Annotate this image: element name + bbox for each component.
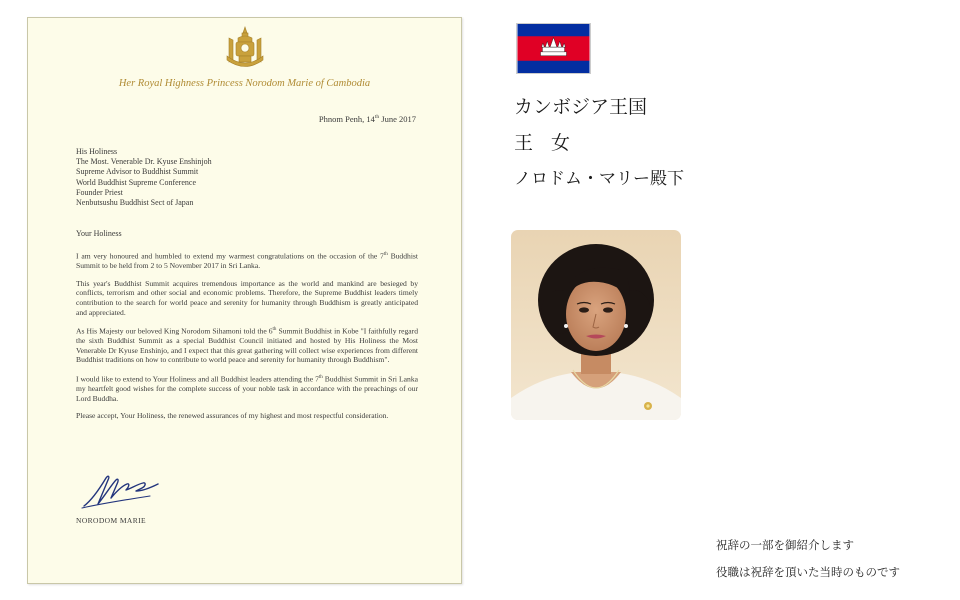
paragraph-2: This year's Buddhist Summit acquires tremendous importance as the world and mankind are besieged by conflicts, terrorism and other social and economic problems. Therefore, the Supreme Buddhist leaders timely contribution to the search for world peace and serenity for humanity through Buddhism is greatly anticipated and appreciated. <box>76 278 418 317</box>
paragraph-3: As His Majesty our beloved King Norodom Sihamoni told the 6th Summit Buddhist in Kobe "I faithfully regard the sixth Buddhist Summit as a special Buddhist Council initiated and hosted by His Holiness the Most Venerable Dr Kyuse Enshinjo, and I expect that this great gathering will collect wise experiences from different Buddhist traditions on how to contribute to world peace and serenity for humanity through Buddhism". <box>76 326 418 365</box>
paragraph-4: I would like to extend to Your Holiness and all Buddhist leaders attending the 7th Buddhist Summit in Sri Lanka my heartfelt good wishes for the complete success of your noble task in accordance with the preachings of our Lord Buddha. <box>76 374 418 403</box>
letter-document <box>27 17 462 584</box>
cambodia-flag-icon <box>516 23 591 74</box>
recipient-line: Nenbutsushu Buddhist Sect of Japan <box>76 198 194 208</box>
signature-icon <box>80 470 162 512</box>
recipient-line: World Buddhist Supreme Conference <box>76 177 196 187</box>
royal-crest-icon <box>221 26 269 74</box>
recipient-line: Supreme Advisor to Buddhist Summit <box>76 167 199 177</box>
recipient-line: Founder Priest <box>76 187 123 197</box>
letter-header-title: Her Royal Highness Princess Norodom Marie of Cambodia <box>118 78 371 89</box>
portrait-photo <box>511 230 681 420</box>
paragraph-1: I am very honoured and humbled to extend my warmest congratulations on the occasion of the 7th Buddhist Summit to be held from 2 to 5 November 2017 in Sri Lanka. <box>76 251 418 271</box>
person-name: ノロドム・マリー殿下 <box>514 169 684 189</box>
recipient-line: The Most. Venerable Dr. Kyuse Enshinjoh <box>76 157 212 167</box>
paragraph-5: Please accept, Your Holiness, the renewed assurances of my highest and most respectful consideration. <box>76 411 389 421</box>
portrait-image <box>511 230 681 420</box>
royal-title: 王女 <box>514 132 589 154</box>
note-titles: 役職は祝辞を頂いた当時のものです <box>716 565 900 579</box>
note-excerpt: 祝辞の一部を御紹介します <box>716 538 854 552</box>
recipient-line: His Holiness <box>76 147 118 156</box>
recipient-block <box>76 147 212 208</box>
signer-name: NORODOM MARIE <box>76 516 146 525</box>
salutation: Your Holiness <box>76 229 122 238</box>
letter-body <box>76 250 418 429</box>
letter-date: Phnom Penh, 14th June 2017 <box>318 114 416 124</box>
country-name: カンボジア王国 <box>514 96 648 118</box>
